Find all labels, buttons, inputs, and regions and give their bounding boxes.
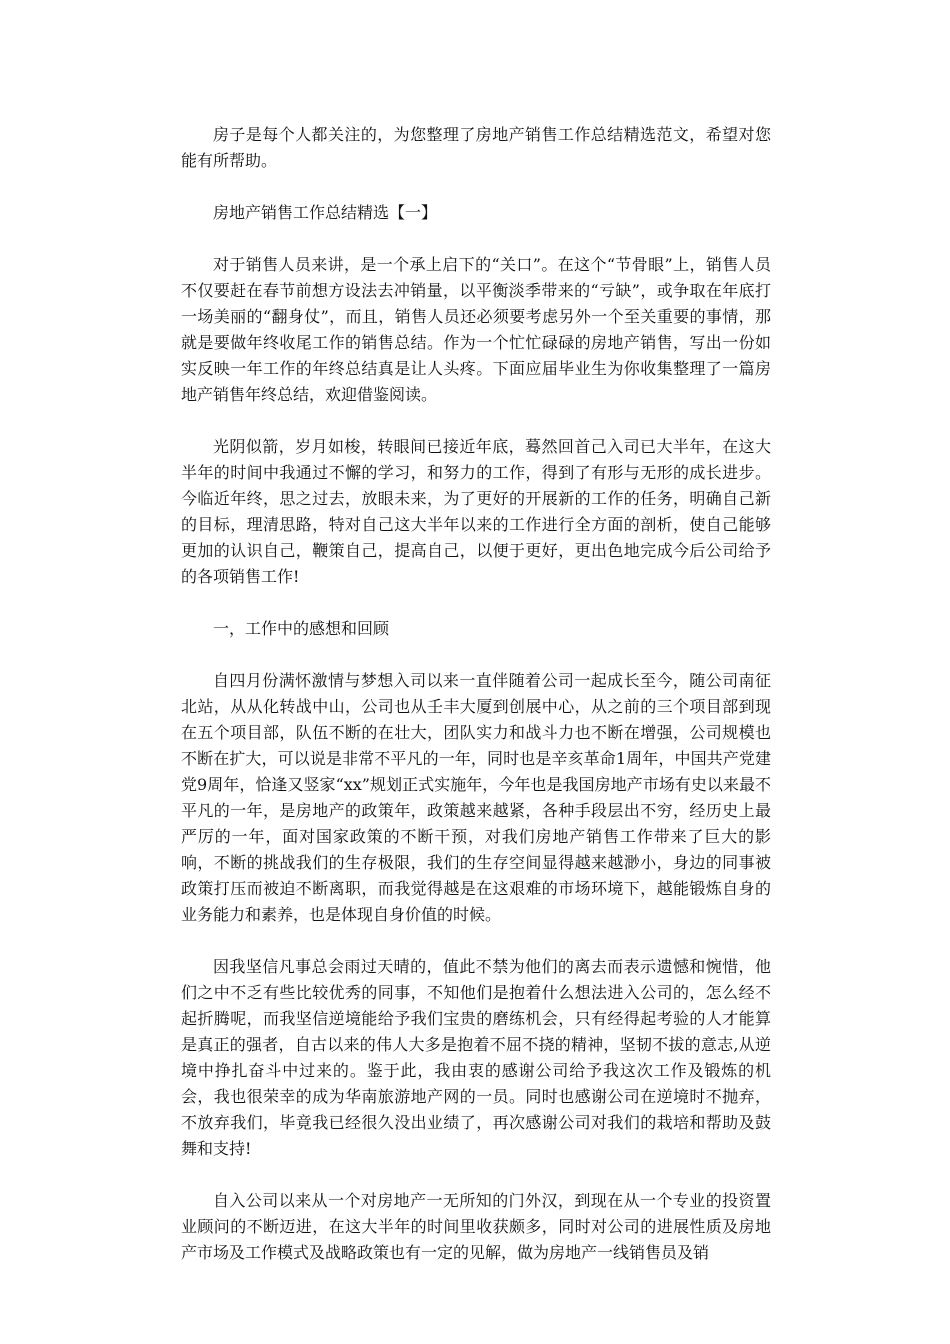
body-paragraph: 自入公司以来从一个对房地产一无所知的门外汉，到现在从一个专业的投资置业顾问的不断迈进，在这大半年的时间里收获颇多，同时对公司的进展性质及房地产市场及工作模式及战略政策也有一定的见解，做为房地产一线销售员及销 — [181, 1191, 771, 1262]
body-paragraph: 光阴似箭，岁月如梭，转眼间已接近年底，蓦然回首己入司已大半年，在这大半年的时间中我通过不懈的学习，和努力的工作，得到了有形与无形的成长进步。今临近年终，思之过去，放眼未来，为了更好的开展新的工作的任务，明确自己新的目标，理清思路，特对自己这大半年以来的工作进行全方面的剖析，使自己能够更加的认识自己，鞭策自己，提高自己，以便于更好，更出色地完成今后公司给予的各项销售工作! — [181, 437, 771, 586]
section-title-one: 房地产销售工作总结精选【一】 — [213, 203, 438, 222]
body-paragraph: 对于销售人员来讲，是一个承上启下的“关口”。在这个“节骨眼”上，销售人员不仅要赶在春节前想方设法去冲销量，以平衡淡季带来的“亏缺”，或争取在年底打一场美丽的“翻身仗”，而且，销售人员还必须要考虑另外一个至关重要的事情，那就是要做年终收尾工作的销售总结。作为一个忙忙碌碌的房地产销售，写出一份如实反映一年工作的年终总结真是让人头疼。下面应届毕业生为你收集整理了一篇房地产销售年终总结，欢迎借鉴阅读。 — [181, 255, 771, 404]
document-page — [181, 122, 771, 1292]
subsection-heading: 一，工作中的感想和回顾 — [213, 619, 390, 638]
body-paragraph: 因我坚信凡事总会雨过天晴的，值此不禁为他们的离去而表示遗憾和惋惜，他们之中不乏有些比较优秀的同事，不知他们是抱着什么想法进入公司的，怎么经不起折腾呢，而我坚信逆境能给予我们宝贵的磨练机会，只有经得起考验的人才能算是真正的强者，自古以来的伟人大多是抱着不屈不挠的精神，坚韧不拔的意志,从逆境中挣扎奋斗中过来的。鉴于此，我由衷的感谢公司给予我这次工作及锻炼的机会，我也很荣幸的成为华南旅游地产网的一员。同时也感谢公司在逆境时不抛弃，不放弃我们，毕竟我已经很久没出业绩了，再次感谢公司对我们的栽培和帮助及鼓舞和支持! — [181, 957, 771, 1158]
intro-paragraph: 房子是每个人都关注的，为您整理了房地产销售工作总结精选范文，希望对您能有所帮助。 — [181, 125, 771, 170]
body-paragraph: 自四月份满怀激情与梦想入司以来一直伴随着公司一起成长至今，随公司南征北站，从从化转战中山，公司也从壬丰大厦到创展中心，从之前的三个项目部到现在五个项目部，队伍不断的在壮大，团队实力和战斗力也不断在增强，公司规模也不断在扩大，可以说是非常不平凡的一年，同时也是辛亥革命1周年，中国共产党建党9周年，恰逢又竖家“xx”规划正式实施年，今年也是我国房地产市场有史以来最不平凡的一年，是房地产的政策年，政策越来越紧，各种手段层出不穷，经历史上最严厉的一年，面对国家政策的不断干预，对我们房地产销售工作带来了巨大的影响，不断的挑战我们的生存极限，我们的生存空间显得越来越渺小，身边的同事被政策打压而被迫不断离职，而我觉得越是在这艰难的市场环境下，越能锻炼自身的业务能力和素养，也是体现自身价值的时候。 — [181, 671, 771, 924]
